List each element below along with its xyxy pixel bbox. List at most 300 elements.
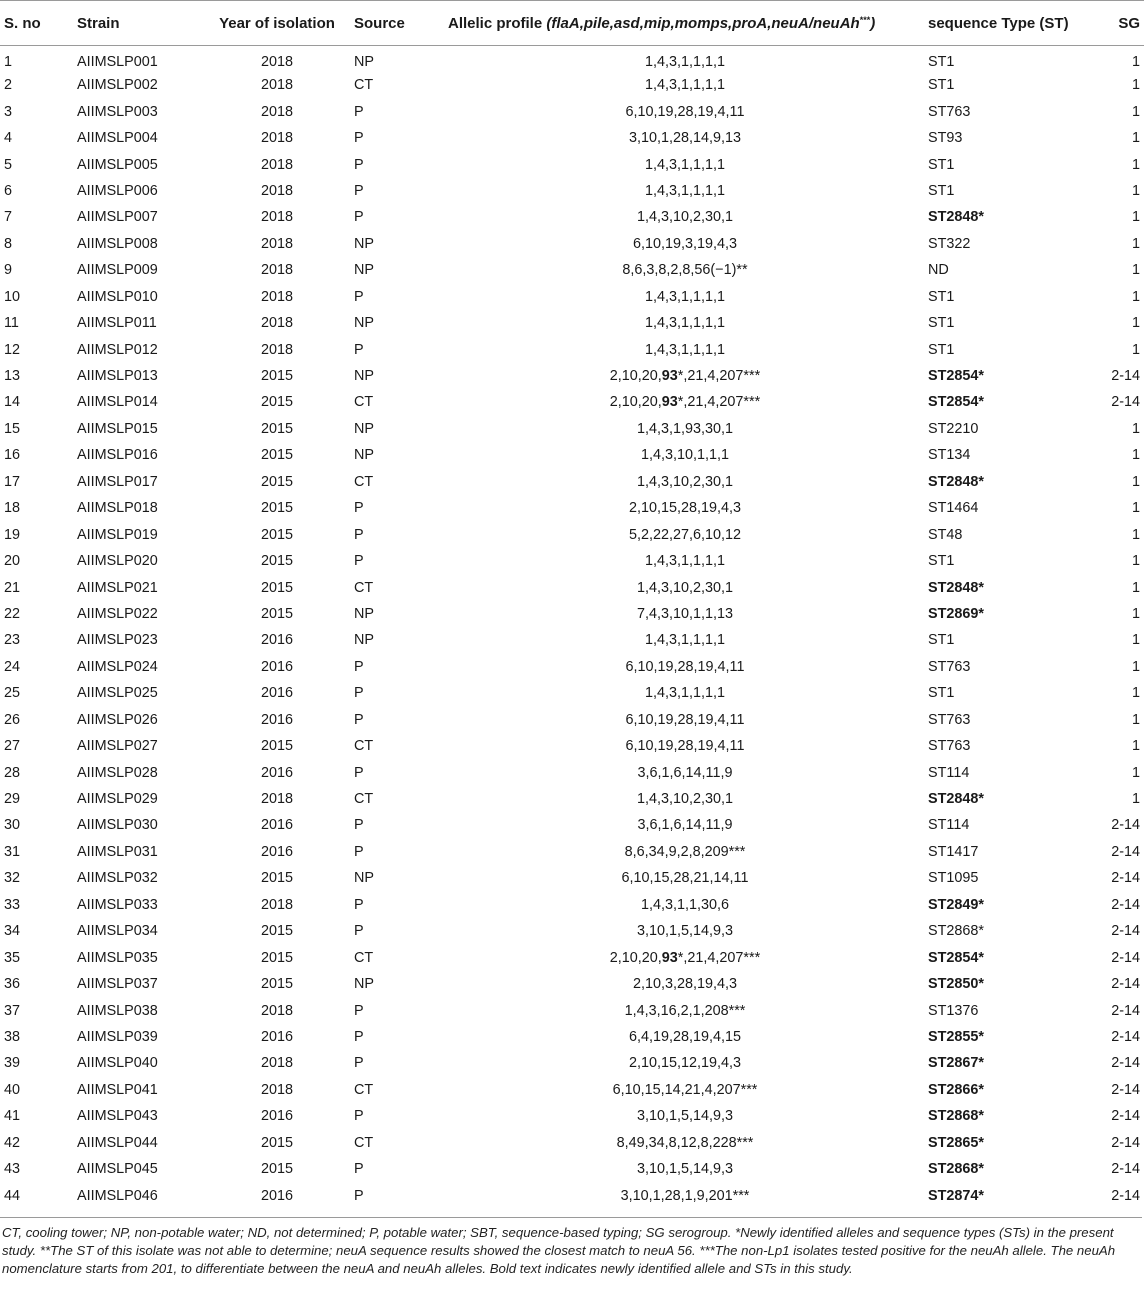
cell-source: NP: [354, 605, 374, 622]
allelic-text: 1,4,3,1,1,1,1: [644, 341, 725, 358]
cell-allelic-profile: [442, 1182, 928, 1215]
cell-sno: 25: [4, 685, 21, 702]
cell-sg: 1: [1131, 130, 1140, 147]
cell-sno: 6: [4, 182, 13, 199]
cell-strain: AIIMSLP008: [77, 235, 158, 252]
cell-allelic-profile: [442, 310, 928, 336]
header-allelic-italic: (flaA,pile,asd,mip,momps,proA,neuA/neuAh: [546, 14, 860, 32]
allelic-text: 1,4,3,1,1,1,1: [644, 632, 725, 649]
allelic-text: 1,4,3,1,1,1,1: [644, 685, 725, 702]
cell-st: ST763: [928, 711, 971, 728]
allelic-new-allele: 93: [661, 394, 678, 411]
header-st: sequence Type (ST): [928, 1, 1078, 46]
cell-sno: 3: [4, 103, 13, 120]
cell-sg: 1: [1131, 526, 1140, 543]
cell-sg: 1: [1131, 579, 1140, 596]
allelic-text: 1,4,3,1,1,1,1: [644, 54, 725, 70]
table-row: [0, 1077, 1144, 1103]
table-row: [0, 654, 1144, 680]
allelic-text: 3,6,1,6,14,11,9: [637, 764, 733, 781]
cell-allelic-profile: [442, 627, 928, 653]
cell-sg: 2-14: [1111, 1187, 1140, 1204]
cell-sno: 13: [4, 368, 21, 385]
allelic-text: 1,4,3,1,93,30,1: [636, 420, 734, 437]
cell-sg: 1: [1131, 182, 1140, 199]
cell-source: P: [354, 1161, 364, 1178]
cell-source: P: [354, 1028, 364, 1045]
allelic-text: 7,4,3,10,1,1,13: [636, 605, 734, 622]
cell-strain: AIIMSLP002: [77, 77, 158, 94]
allelic-text: 6,10,19,28,19,4,11: [625, 658, 745, 675]
cell-sno: 41: [4, 1108, 21, 1125]
cell-st: ST2855*: [928, 1028, 985, 1045]
cell-st: ST2867*: [928, 1055, 985, 1072]
cell-strain: AIIMSLP041: [77, 1081, 158, 1098]
cell-strain: AIIMSLP038: [77, 1002, 158, 1019]
cell-st: ST2854*: [928, 368, 985, 385]
cell-year: 2015: [260, 949, 293, 966]
cell-st: ST1095: [928, 870, 979, 887]
cell-sno: 4: [4, 130, 13, 147]
cell-allelic-profile: [442, 46, 928, 73]
cell-allelic-profile: [442, 1103, 928, 1129]
cell-sno: 30: [4, 817, 21, 834]
allelic-text: 6,10,19,28,19,4,11: [625, 738, 745, 755]
cell-year: 2015: [260, 870, 293, 887]
cell-st: ST2848*: [928, 791, 985, 808]
cell-strain: AIIMSLP033: [77, 896, 158, 913]
cell-year: 2015: [260, 738, 293, 755]
table-row: [0, 98, 1144, 124]
cell-source: P: [354, 896, 364, 913]
cell-sno: 21: [4, 579, 21, 596]
allelic-text: 6,4,19,28,19,4,15: [628, 1028, 742, 1045]
allelic-text: 2,10,20,: [609, 949, 662, 966]
cell-source: CT: [354, 738, 374, 755]
cell-st: ST1: [928, 54, 955, 70]
header-sno: S. no: [0, 1, 77, 46]
cell-sg: 1: [1131, 632, 1140, 649]
cell-allelic-profile: [442, 548, 928, 574]
cell-strain: AIIMSLP045: [77, 1161, 158, 1178]
cell-year: 2018: [260, 77, 293, 94]
cell-st: ST1: [928, 685, 955, 702]
cell-strain: AIIMSLP024: [77, 658, 158, 675]
cell-sg: 2-14: [1111, 368, 1140, 385]
cell-st: ST1: [928, 553, 955, 570]
cell-year: 2018: [260, 235, 293, 252]
cell-st: ST1: [928, 182, 955, 199]
cell-allelic-profile: [442, 257, 928, 283]
cell-allelic-profile: [442, 363, 928, 389]
table-row: [0, 548, 1144, 574]
table-row: [0, 442, 1144, 468]
cell-st: ST2868*: [928, 923, 985, 940]
table-row: [0, 759, 1144, 785]
cell-year: 2018: [260, 341, 293, 358]
cell-source: CT: [354, 1081, 374, 1098]
table-row: [0, 416, 1144, 442]
cell-source: NP: [354, 447, 374, 464]
cell-st: ST1417: [928, 843, 979, 860]
cell-strain: AIIMSLP017: [77, 473, 158, 490]
cell-st: ST2210: [928, 420, 979, 437]
cell-source: CT: [354, 394, 374, 411]
cell-year: 2018: [260, 103, 293, 120]
allelic-text: 2,10,20,: [609, 394, 662, 411]
cell-year: 2016: [260, 764, 293, 781]
cell-strain: AIIMSLP029: [77, 791, 158, 808]
cell-sno: 19: [4, 526, 21, 543]
cell-sg: 2-14: [1111, 1108, 1140, 1125]
table-row: [0, 336, 1144, 362]
cell-strain: AIIMSLP020: [77, 553, 158, 570]
allelic-text: 3,10,1,5,14,9,3: [636, 923, 734, 940]
cell-allelic-profile: [442, 812, 928, 838]
cell-year: 2015: [260, 605, 293, 622]
cell-allelic-profile: [442, 231, 928, 257]
cell-sno: 22: [4, 605, 21, 622]
cell-sno: 29: [4, 791, 21, 808]
cell-year: 2015: [260, 553, 293, 570]
cell-source: P: [354, 288, 364, 305]
allelic-text: 8,6,3,8,2,8,56(−1)**: [622, 262, 748, 279]
cell-year: 2018: [260, 1002, 293, 1019]
cell-strain: AIIMSLP011: [77, 315, 157, 332]
cell-sno: 26: [4, 711, 21, 728]
table-row: [0, 125, 1144, 151]
cell-allelic-profile: [442, 733, 928, 759]
cell-strain: AIIMSLP028: [77, 764, 158, 781]
cell-year: 2018: [260, 209, 293, 226]
cell-sno: 18: [4, 500, 21, 517]
table-body: [0, 46, 1144, 1216]
cell-strain: AIIMSLP005: [77, 156, 158, 173]
cell-strain: AIIMSLP027: [77, 738, 158, 755]
table-row: [0, 495, 1144, 521]
cell-sno: 44: [4, 1187, 21, 1204]
cell-year: 2018: [260, 896, 293, 913]
table-row: [0, 521, 1144, 547]
cell-year: 2015: [260, 420, 293, 437]
cell-allelic-profile: [442, 1077, 928, 1103]
table-row: [0, 1050, 1144, 1076]
table-row: [0, 1103, 1144, 1129]
cell-allelic-profile: [442, 1024, 928, 1050]
cell-sg: 1: [1131, 764, 1140, 781]
cell-st: ST763: [928, 658, 971, 675]
table-row: [0, 680, 1144, 706]
cell-sg: 1: [1131, 738, 1140, 755]
cell-sno: 16: [4, 447, 21, 464]
cell-source: P: [354, 341, 364, 358]
cell-allelic-profile: [442, 178, 928, 204]
cell-source: P: [354, 553, 364, 570]
cell-source: P: [354, 923, 364, 940]
cell-source: CT: [354, 473, 374, 490]
cell-year: 2018: [260, 791, 293, 808]
cell-year: 2016: [260, 711, 293, 728]
cell-year: 2016: [260, 658, 293, 675]
allelic-text: 1,4,3,10,2,30,1: [636, 209, 734, 226]
cell-source: P: [354, 526, 364, 543]
cell-st: ST1464: [928, 500, 979, 517]
cell-allelic-profile: [442, 284, 928, 310]
allelic-text: 5,2,22,27,6,10,12: [628, 526, 742, 543]
cell-allelic-profile: [442, 1156, 928, 1182]
allelic-text-rest: *,21,4,207***: [677, 368, 761, 385]
cell-sg: 2-14: [1111, 896, 1140, 913]
cell-sg: 1: [1131, 288, 1140, 305]
cell-st: ST2866*: [928, 1081, 985, 1098]
allelic-text: 3,10,1,5,14,9,3: [636, 1161, 734, 1178]
cell-sg: 2-14: [1111, 394, 1140, 411]
cell-allelic-profile: [442, 151, 928, 177]
cell-year: 2015: [260, 1134, 293, 1151]
cell-year: 2018: [260, 315, 293, 332]
cell-source: NP: [354, 235, 374, 252]
cell-sno: 23: [4, 632, 21, 649]
table-row: [0, 257, 1144, 283]
cell-sno: 12: [4, 341, 21, 358]
cell-source: NP: [354, 632, 374, 649]
cell-source: P: [354, 209, 364, 226]
header-source: Source: [354, 1, 442, 46]
cell-source: NP: [354, 315, 374, 332]
cell-sg: 2-14: [1111, 1055, 1140, 1072]
cell-strain: AIIMSLP018: [77, 500, 158, 517]
cell-strain: AIIMSLP031: [77, 843, 158, 860]
cell-st: ST763: [928, 103, 971, 120]
cell-year: 2016: [260, 843, 293, 860]
cell-strain: AIIMSLP010: [77, 288, 158, 305]
cell-source: P: [354, 103, 364, 120]
cell-source: NP: [354, 976, 374, 993]
cell-sno: 27: [4, 738, 21, 755]
cell-sg: 1: [1131, 711, 1140, 728]
cell-strain: AIIMSLP009: [77, 262, 158, 279]
table-row: [0, 733, 1144, 759]
cell-sno: 28: [4, 764, 21, 781]
cell-sno: 34: [4, 923, 21, 940]
cell-source: P: [354, 817, 364, 834]
cell-sno: 5: [4, 156, 13, 173]
header-sg: SG: [1078, 1, 1144, 46]
table-row: [0, 151, 1144, 177]
cell-sg: 1: [1131, 447, 1140, 464]
cell-strain: AIIMSLP035: [77, 949, 158, 966]
cell-source: P: [354, 843, 364, 860]
allelic-new-allele: 93: [661, 949, 678, 966]
allelic-text: 1,4,3,10,2,30,1: [636, 791, 734, 808]
table-row: [0, 231, 1144, 257]
cell-sg: 1: [1131, 473, 1140, 490]
header-allelic-plain: Allelic profile: [448, 14, 547, 32]
table-header-row: [0, 1, 1144, 46]
cell-sno: 33: [4, 896, 21, 913]
cell-sno: 8: [4, 235, 13, 252]
allelic-text: 1,4,3,10,2,30,1: [636, 473, 734, 490]
cell-strain: AIIMSLP037: [77, 976, 158, 993]
cell-st: ST2849*: [928, 896, 985, 913]
cell-year: 2015: [260, 500, 293, 517]
cell-strain: AIIMSLP001: [77, 54, 158, 70]
cell-strain: AIIMSLP004: [77, 130, 158, 147]
cell-source: P: [354, 764, 364, 781]
cell-sg: 1: [1131, 156, 1140, 173]
cell-st: ST1: [928, 632, 955, 649]
allelic-text: 1,4,3,1,1,1,1: [644, 182, 725, 199]
cell-sg: 1: [1131, 420, 1140, 437]
cell-st: ST1: [928, 156, 955, 173]
cell-st: ND: [928, 262, 949, 279]
cell-source: CT: [354, 77, 374, 94]
cell-year: 2015: [260, 394, 293, 411]
cell-sg: 1: [1131, 605, 1140, 622]
cell-sg: 1: [1131, 553, 1140, 570]
table-row: [0, 786, 1144, 812]
cell-year: 2018: [260, 156, 293, 173]
table-row: [0, 839, 1144, 865]
allelic-text: 2,10,20,: [609, 368, 662, 385]
cell-st: ST134: [928, 447, 971, 464]
cell-sno: 1: [4, 54, 13, 70]
cell-allelic-profile: [442, 204, 928, 230]
cell-strain: AIIMSLP019: [77, 526, 158, 543]
cell-allelic-profile: [442, 72, 928, 98]
table-row: [0, 284, 1144, 310]
cell-allelic-profile: [442, 918, 928, 944]
allelic-text: 2,10,15,28,19,4,3: [628, 500, 742, 517]
table-row: [0, 997, 1144, 1023]
cell-allelic-profile: [442, 680, 928, 706]
cell-sno: 17: [4, 473, 21, 490]
cell-source: CT: [354, 791, 374, 808]
cell-sg: 1: [1131, 235, 1140, 252]
cell-sg: 1: [1131, 77, 1140, 94]
cell-year: 2018: [260, 288, 293, 305]
cell-year: 2018: [260, 1081, 293, 1098]
cell-year: 2015: [260, 473, 293, 490]
cell-strain: AIIMSLP016: [77, 447, 158, 464]
cell-strain: AIIMSLP046: [77, 1187, 158, 1204]
cell-source: P: [354, 1002, 364, 1019]
cell-st: ST2848*: [928, 579, 985, 596]
cell-year: 2016: [260, 1108, 293, 1125]
cell-allelic-profile: [442, 98, 928, 124]
allelic-text: 3,10,1,28,14,9,13: [628, 130, 742, 147]
cell-sno: 24: [4, 658, 21, 675]
cell-strain: AIIMSLP022: [77, 605, 158, 622]
cell-year: 2016: [260, 1028, 293, 1045]
cell-sno: 31: [4, 843, 21, 860]
cell-strain: AIIMSLP044: [77, 1134, 158, 1151]
table-row: [0, 310, 1144, 336]
cell-source: P: [354, 130, 364, 147]
cell-strain: AIIMSLP007: [77, 209, 158, 226]
cell-allelic-profile: [442, 654, 928, 680]
cell-allelic-profile: [442, 601, 928, 627]
allelic-new-allele: 93: [661, 368, 678, 385]
cell-sno: 2: [4, 77, 13, 94]
cell-sno: 43: [4, 1161, 21, 1178]
table-row: [0, 363, 1144, 389]
cell-allelic-profile: [442, 759, 928, 785]
cell-source: NP: [354, 262, 374, 279]
cell-sg: 1: [1131, 341, 1140, 358]
cell-st: ST2848*: [928, 209, 985, 226]
cell-year: 2015: [260, 447, 293, 464]
allelic-text: 1,4,3,1,1,1,1: [644, 315, 725, 332]
allelic-text: 8,49,34,8,12,8,228***: [616, 1134, 754, 1151]
cell-sg: 1: [1131, 54, 1140, 70]
allelic-text-rest: *,21,4,207***: [677, 394, 761, 411]
cell-strain: AIIMSLP043: [77, 1108, 158, 1125]
table-row: [0, 72, 1144, 98]
cell-allelic-profile: [442, 1130, 928, 1156]
cell-sno: 32: [4, 870, 21, 887]
header-allelic-profile: [442, 1, 928, 46]
table-row: [0, 971, 1144, 997]
cell-st: ST2874*: [928, 1187, 985, 1204]
cell-sg: 2-14: [1111, 1028, 1140, 1045]
cell-allelic-profile: [442, 892, 928, 918]
cell-allelic-profile: [442, 574, 928, 600]
cell-year: 2018: [260, 262, 293, 279]
cell-st: ST2868*: [928, 1108, 985, 1125]
allelic-text: 3,10,1,5,14,9,3: [636, 1108, 734, 1125]
cell-year: 2018: [260, 182, 293, 199]
cell-st: ST322: [928, 235, 971, 252]
cell-sno: 38: [4, 1028, 21, 1045]
table-row: [0, 46, 1144, 73]
cell-year: 2015: [260, 923, 293, 940]
cell-st: ST2848*: [928, 473, 985, 490]
cell-strain: AIIMSLP040: [77, 1055, 158, 1072]
cell-allelic-profile: [442, 1050, 928, 1076]
cell-source: CT: [354, 949, 374, 966]
cell-strain: AIIMSLP012: [77, 341, 158, 358]
table-row: [0, 944, 1144, 970]
cell-strain: AIIMSLP003: [77, 103, 158, 120]
cell-st: ST48: [928, 526, 963, 543]
cell-year: 2018: [260, 1055, 293, 1072]
cell-strain: AIIMSLP015: [77, 420, 158, 437]
cell-sg: 2-14: [1111, 1161, 1140, 1178]
allelic-text: 1,4,3,1,1,1,1: [644, 77, 725, 94]
table-row: [0, 892, 1144, 918]
header-strain: Strain: [77, 1, 200, 46]
cell-allelic-profile: [442, 944, 928, 970]
cell-allelic-profile: [442, 469, 928, 495]
allelic-text: 1,4,3,1,1,1,1: [644, 156, 725, 173]
cell-strain: AIIMSLP023: [77, 632, 158, 649]
cell-sno: 40: [4, 1081, 21, 1098]
cell-sg: 1: [1131, 103, 1140, 120]
cell-strain: AIIMSLP026: [77, 711, 158, 728]
cell-source: CT: [354, 1134, 374, 1151]
cell-year: 2015: [260, 976, 293, 993]
table-row: [0, 865, 1144, 891]
cell-sno: 42: [4, 1134, 21, 1151]
cell-source: P: [354, 1108, 364, 1125]
cell-source: CT: [354, 579, 374, 596]
table-row: [0, 1156, 1144, 1182]
cell-st: ST114: [928, 817, 970, 834]
cell-allelic-profile: [442, 336, 928, 362]
cell-strain: AIIMSLP014: [77, 394, 158, 411]
cell-sno: 15: [4, 420, 21, 437]
